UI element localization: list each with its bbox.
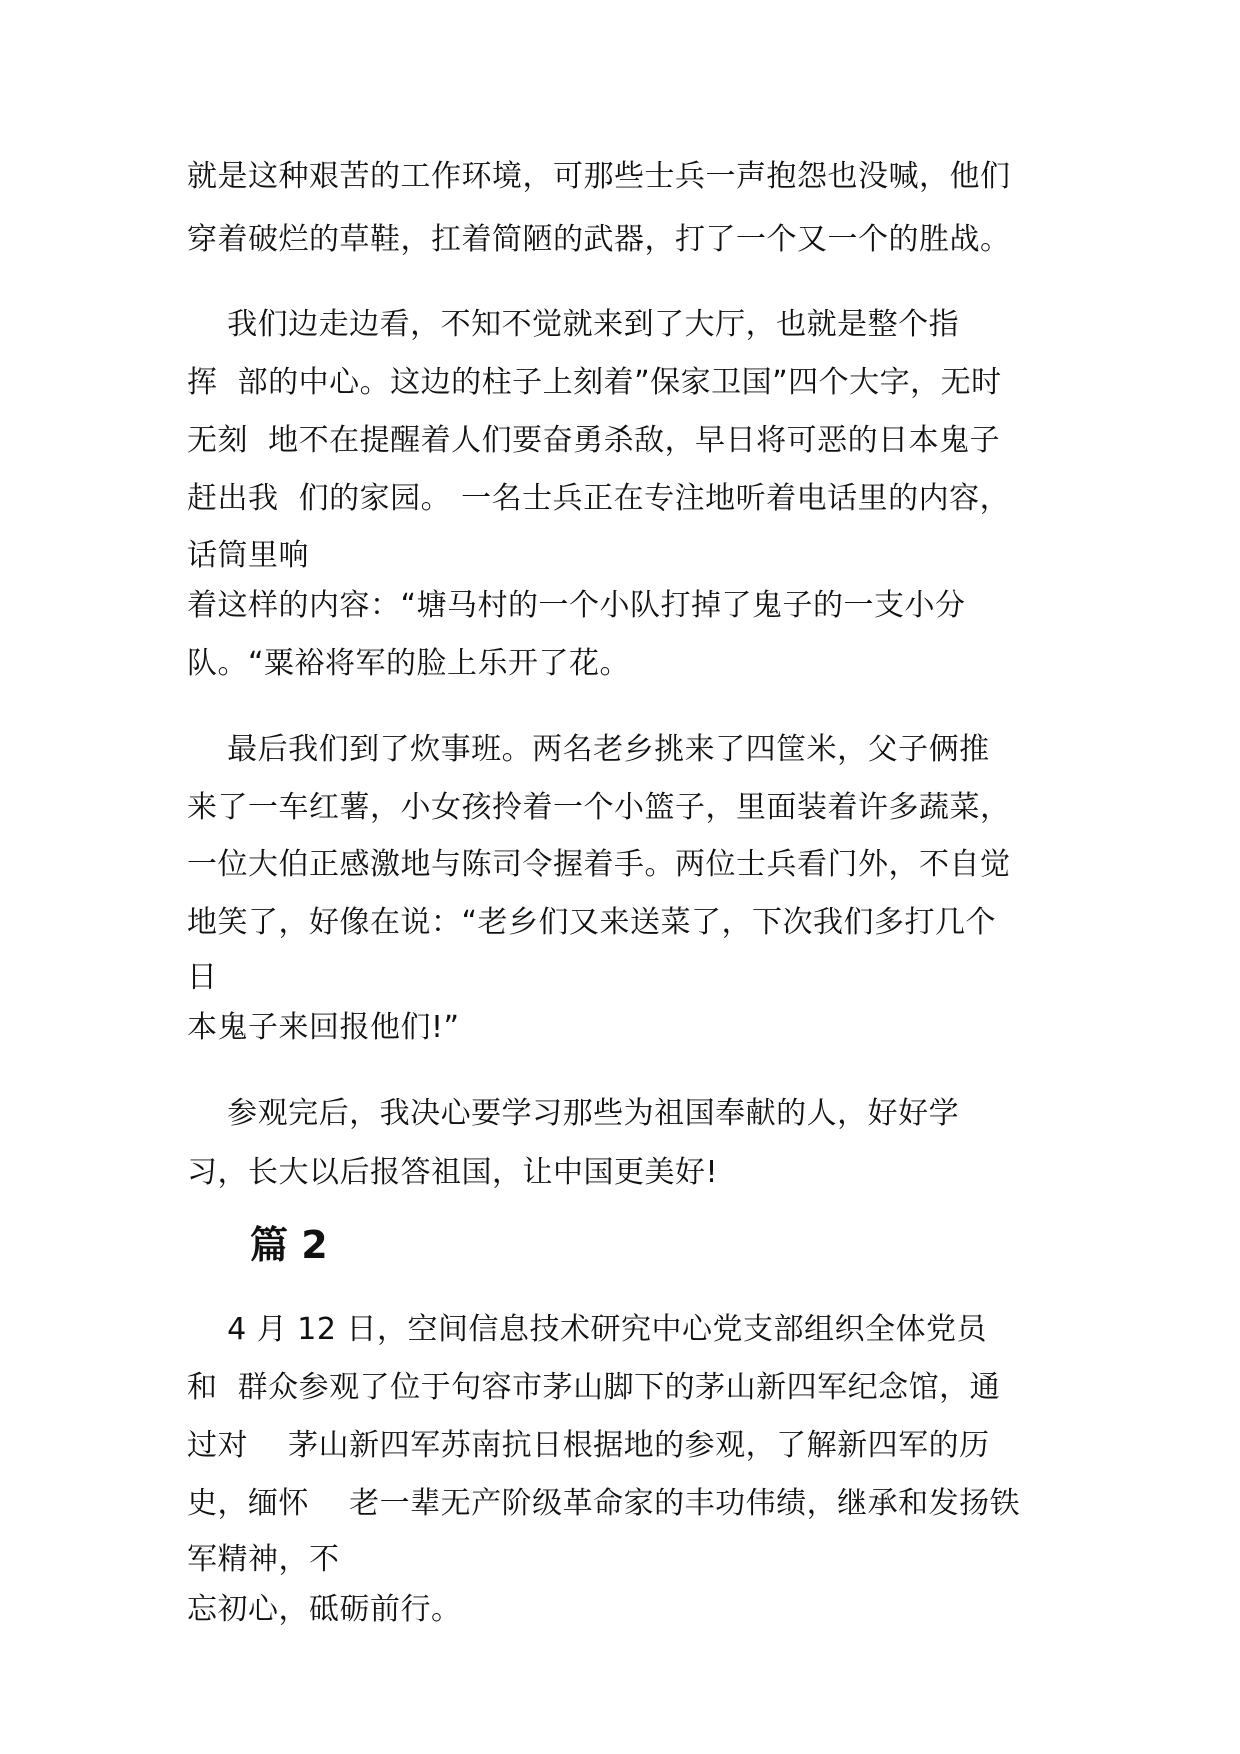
text-line: 最后我们到了炊事班。两名老乡挑来了四筐米，父子俩推 [187, 732, 990, 767]
text-line: 挥 部的中心。这边的柱子上刻着”保家卫国”四个大字，无时 [187, 365, 1002, 400]
text-line: 军精神，不 [187, 1542, 340, 1577]
text-line: 日 [187, 960, 218, 995]
text-line: 队。“粟裕将军的脸上乐开了花。 [187, 646, 631, 681]
text-line: 来了一车红薯，小女孩拎着一个小篮子，里面装着许多蔬菜， [187, 790, 1011, 825]
text-line: 话筒里响 [187, 538, 309, 573]
text-line: 无刻 地不在提醒着人们要奋勇杀敌，早日将可恶的日本鬼子 [187, 423, 1001, 458]
text-line: 穿着破烂的草鞋，扛着简陋的武器，打了一个又一个的胜战。 [187, 222, 1011, 257]
text-line: 史，缅怀 老一辈无产阶级革命家的丰功伟绩，继承和发扬铁 [187, 1486, 1021, 1521]
text-line: 习，长大以后报答祖国，让中国更美好! [187, 1155, 719, 1190]
text-line: 和 群众参观了位于句容市茅山脚下的茅山新四军纪念馆，通 [187, 1370, 1001, 1405]
text-line: 参观完后，我决心要学习那些为祖国奉献的人，好好学 [187, 1096, 960, 1131]
text-line: 本鬼子来回报他们!” [187, 1010, 460, 1045]
text-line: 4 月 12 日，空间信息技术研究中心党支部组织全体党员 [187, 1312, 988, 1347]
text-line: 赶出我 们的家园。 一名士兵正在专注地听着电话里的内容， [187, 481, 1011, 516]
text-line: 忘初心，砥砺前行。 [187, 1592, 462, 1627]
text-line: 一位大伯正感激地与陈司令握着手。两位士兵看门外，不自觉 [187, 847, 1011, 882]
section-heading: 篇 2 [250, 1223, 328, 1267]
text-line: 着这样的内容：“塘马村的一个小队打掉了鬼子的一支小分 [187, 588, 966, 623]
text-line: 我们边走边看，不知不觉就来到了大厅，也就是整个指 [187, 307, 960, 342]
text-line: 就是这种艰苦的工作环境，可那些士兵一声抱怨也没喊，他们 [187, 159, 1011, 194]
text-line: 过对 茅山新四军苏南抗日根据地的参观，了解新四军的历 [187, 1428, 990, 1463]
text-line: 地笑了，好像在说：“老乡们又来送菜了，下次我们多打几个 [187, 905, 997, 940]
